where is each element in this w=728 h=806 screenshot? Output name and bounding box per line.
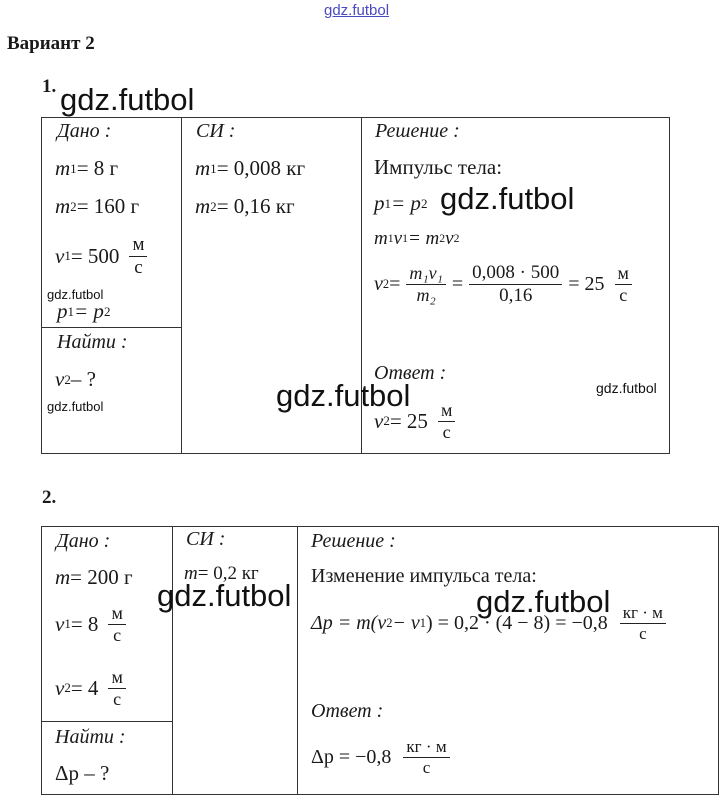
task-2-find-header: Найти : [55,726,126,748]
task-1-frac-numeric: $\frac{0,008 \cdot 500}{0,16}$ [469,262,562,307]
task-2-solution-eq: Δp = m(v 2 − v 1 ) = 0,2 · (4 − 8) = −0,8 $\frac{кг \cdot м}{с}$ [311,603,666,643]
watermark-big: gdz.futbol [476,584,611,619]
task-1-find: v 2 – ? [55,367,96,391]
watermark-small: gdz.futbol [47,287,104,302]
task-1-solution-header: Решение : [375,120,460,142]
task-2-given-m: m = 200 г [55,565,133,589]
task-2-find: Δp – ? [55,761,110,785]
task-2-solution-unit: $\frac{кг \cdot м}{с}$ [620,603,666,643]
task-1-solution-eq1: p 1 = p 2 [374,191,428,215]
task-1-solution-line1: Импульс тела: [374,155,503,179]
task-2-answer-unit: $\frac{кг \cdot м}{с}$ [403,737,449,777]
task-2-given-v2: v 2 = 4 $\frac{м}{с}$ [55,667,126,709]
page-title: Вариант 2 [7,33,95,54]
task-2-given-header: Дано : [56,530,111,552]
task-1-si-header: СИ : [196,120,236,142]
task-1-given-condition: p 1 = p 2 [57,299,111,323]
task-1-given-v1: v 1 = 500 $\frac{м}{с}$ [55,234,147,279]
task-2-solution-header: Решение : [311,530,396,552]
task-1-si-m1: m 1 = 0,008 кг [195,156,306,180]
watermark-small: gdz.futbol [47,399,104,414]
task-1-answer-header: Ответ : [374,362,447,384]
task-1-given-header: Дано : [57,120,112,142]
task-2-si-m: m = 0,2 кг [184,563,259,584]
task-1-frac-symbolic: $\frac{\text{m₁v₁}}{\text{m₂}}$ [406,263,446,305]
task-2-solution-line1: Изменение импульса тела: [311,565,537,587]
task-1-given-m2: m 2 = 160 г [55,194,140,218]
watermark-top: gdz.futbol [324,2,390,19]
task-1-solution-unit: $\frac{м}{с}$ [615,263,632,305]
task-2-si-header: СИ : [186,528,226,550]
task-1-find-header: Найти : [57,331,128,353]
task-2-answer: Δp = −0,8 $\frac{кг \cdot м}{с}$ [311,737,450,777]
watermark-big: gdz.futbol [440,181,575,216]
task-2-answer-header: Ответ : [311,700,384,722]
watermark-small: gdz.futbol [596,380,657,396]
task-2-given-v1-unit: $\frac{м}{с}$ [108,603,125,645]
task-1-number: 1. [42,76,57,97]
watermark-big: gdz.futbol [60,82,195,117]
task-2-given-v1: v 1 = 8 $\frac{м}{с}$ [55,603,126,645]
watermark-big: gdz.futbol [157,578,292,613]
watermark-big: gdz.futbol [276,378,411,413]
task-1-answer: v 2 = 25 $\frac{м}{с}$ [374,400,455,442]
task-2-number: 2. [42,487,57,508]
task-1-given-v1-unit: $\frac{м}{с}$ [129,234,147,279]
task-1-given-m1: m 1 = 8 г [55,156,119,180]
task-1-answer-unit: $\frac{м}{с}$ [438,400,455,442]
task-2-given-v2-unit: $\frac{м}{с}$ [108,667,125,709]
task-1-solution-eq3: v 2 = $\frac{\text{m₁v₁}}{\text{m₂}}$ = $\frac{0,008 \cdot 500}{0,16}$ = 25 $\frac{м}{с}$ [374,262,632,307]
task-1-solution-eq2: m 1 v 1 = m 2 v 2 [374,228,460,249]
task-1-si-m2: m 2 = 0,16 кг [195,194,295,218]
